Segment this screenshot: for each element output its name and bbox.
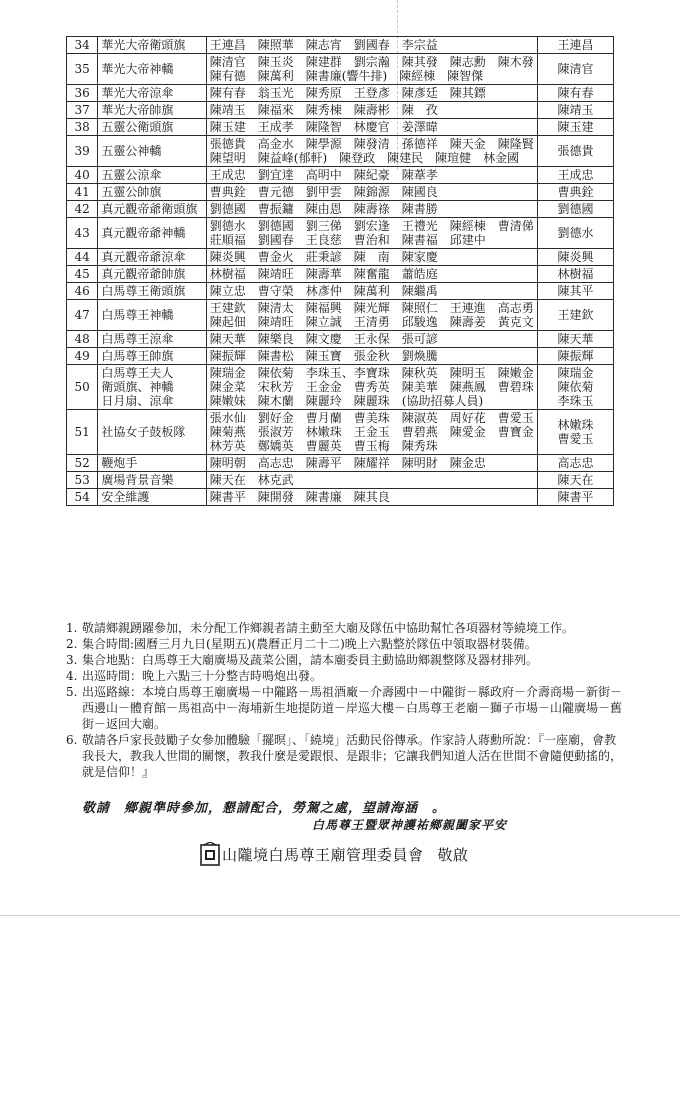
team-name-line: 五靈公神轎 — [101, 144, 162, 158]
roster-row — [67, 184, 614, 201]
roster-row — [67, 331, 614, 348]
members-line: 劉德國 曹振鏞 陳由恩 陳壽祿 陳書勝 — [209, 202, 438, 216]
row-number: 44 — [67, 249, 98, 266]
organization-name: 山隴境白馬尊王廟管理委員會 — [222, 846, 424, 864]
team-name — [98, 365, 206, 410]
team-name-line: 白馬尊王涼傘 — [101, 332, 174, 346]
leader-line: 陳清官 — [557, 62, 594, 76]
members — [206, 331, 537, 348]
leader-line: 陳有春 — [557, 86, 594, 100]
leader — [538, 489, 614, 506]
leader-line: 陳天在 — [557, 473, 594, 487]
team-name-line: 五靈公衛頭旗 — [101, 120, 174, 134]
leader-line: 陳其平 — [557, 284, 594, 298]
members-line: 張德貴 高金水 陳學源 陳發清 孫德祥 陳天金 陳隆賢 — [209, 137, 534, 151]
roster-row — [67, 218, 614, 249]
members-line: 陳天華 陳樂良 陳文慶 王永保 張可諺 — [209, 332, 438, 346]
row-number: 41 — [67, 184, 98, 201]
note-number: 4. — [66, 669, 78, 683]
note-number: 5. — [66, 685, 78, 699]
team-name — [98, 102, 206, 119]
members — [206, 102, 537, 119]
members-line: 陳有德 陳萬利 陳書廉(響牛排) 陳經棟 陳智傑 — [209, 69, 484, 83]
row-number: 53 — [67, 472, 98, 489]
roster-row — [67, 54, 614, 85]
team-name — [98, 472, 206, 489]
team-name — [98, 249, 206, 266]
leader — [538, 331, 614, 348]
leader-line: 李珠玉 — [557, 394, 594, 408]
leader-line: 曹典銓 — [557, 185, 594, 199]
note-item — [66, 652, 626, 668]
row-number: 46 — [67, 283, 98, 300]
closing-invitation: 敬請 鄉親準時參加，懇請配合，勞駕之處，望請海涵 。 — [82, 801, 447, 816]
team-name — [98, 410, 206, 455]
members-line: 劉德水 劉德國 劉三俤 劉宏逢 王禮光 陳經棟 曹清俤 — [209, 219, 534, 233]
row-number: 38 — [67, 119, 98, 136]
team-name-line: 真元觀帝爺神轎 — [101, 226, 186, 240]
members — [206, 472, 537, 489]
leader — [538, 348, 614, 365]
members-line: 陳靖玉 陳福來 陳秀棟 陳壽彬 陳 孜 — [209, 103, 438, 117]
row-number: 51 — [67, 410, 98, 455]
members-line: 張水仙 劉好金 曹月蘭 曹美珠 陳淑英 周好花 曹愛玉 — [209, 411, 534, 425]
leader-line: 張德貴 — [557, 144, 594, 158]
leader-line: 劉德國 — [557, 202, 594, 216]
note-text: 敬請鄉親踴躍參加，未分配工作鄉親者請主動至大廟及隊伍中協助幫忙各項器材等繞境工作。 — [82, 621, 575, 635]
team-name — [98, 348, 206, 365]
team-name-line: 五靈公涼傘 — [101, 168, 162, 182]
members — [206, 136, 537, 167]
note-item — [66, 732, 626, 780]
note-number: 3. — [66, 653, 78, 667]
leader-line: 王連昌 — [557, 38, 594, 52]
leader-line: 曹愛玉 — [557, 432, 594, 446]
closing-blessing: 白馬尊王暨眾神護祐鄉親闔家平安 — [312, 818, 508, 832]
leader-line: 陳天華 — [557, 332, 594, 346]
members — [206, 167, 537, 184]
roster-row — [67, 266, 614, 283]
leader — [538, 365, 614, 410]
members — [206, 184, 537, 201]
members-line: 陳嫩妹 陳木蘭 陳麗玲 陳麗珠 (協助招募人員) — [209, 394, 484, 408]
members-line: 陳炎興 曹金火 莊秉諺 陳 南 陳家慶 — [209, 250, 438, 264]
note-text: 集合地點：白馬尊王大廟廣場及蔬菜公園，請本廟委員主動協助鄉親整隊及器材排列。 — [82, 653, 539, 667]
notes-list — [66, 620, 626, 780]
row-number: 35 — [67, 54, 98, 85]
members — [206, 85, 537, 102]
leader — [538, 300, 614, 331]
members-line: 王建欽 陳清太 陳福興 陳光輝 陳照仁 王連進 高志勇 — [209, 301, 534, 315]
members — [206, 300, 537, 331]
members-line: 曹典銓 曹元德 劉甲雲 陳錦源 陳國良 — [209, 185, 438, 199]
team-name-line: 五靈公帥旗 — [101, 185, 162, 199]
team-name-line: 白馬尊王衛頭旗 — [101, 284, 186, 298]
team-name — [98, 201, 206, 218]
members-line: 陳菊燕 張淑芳 林嫩珠 王金玉 曹碧燕 陳愛金 曹寶金 — [209, 425, 534, 439]
leader — [538, 249, 614, 266]
leader — [538, 119, 614, 136]
leader — [538, 266, 614, 283]
members — [206, 54, 537, 85]
members-line: 林芳英 鄭嬌英 曹麗英 曹玉梅 陳秀珠 — [209, 439, 438, 453]
leader-line: 陳書平 — [557, 490, 594, 504]
members-line: 陳瑞金 陳依菊 李珠玉、李寶珠 陳秋英 陳明玉 陳嫩金 — [209, 366, 534, 380]
leader — [538, 283, 614, 300]
members-line: 陳明朝 高志忠 陳壽平 陳耀祥 陳明財 陳金忠 — [209, 456, 486, 470]
leader-line: 林樹福 — [557, 267, 594, 281]
team-name-line: 社協女子鼓板隊 — [101, 425, 186, 439]
note-text: 集合時間:國曆三月九日(星期五)(農曆正月二十二)晚上六點整於隊伍中領取器材裝備。 — [82, 637, 537, 651]
team-name — [98, 54, 206, 85]
row-number: 40 — [67, 167, 98, 184]
team-name-line: 華光大帝帥旗 — [101, 103, 174, 117]
row-number: 36 — [67, 85, 98, 102]
leader — [538, 455, 614, 472]
leader — [538, 184, 614, 201]
members — [206, 266, 537, 283]
leader-line: 王建欽 — [557, 308, 594, 322]
row-number: 47 — [67, 300, 98, 331]
row-number: 54 — [67, 489, 98, 506]
roster-row — [67, 283, 614, 300]
team-name-line: 真元觀帝爺帥旗 — [101, 267, 186, 281]
leader — [538, 410, 614, 455]
members-line: 陳金菜 宋秋芳 王金金 曹秀英 陳美華 陳燕鳳 曹碧珠 — [209, 380, 534, 394]
roster-row — [67, 348, 614, 365]
members — [206, 201, 537, 218]
leader-line: 劉德水 — [557, 226, 594, 240]
members — [206, 365, 537, 410]
note-number: 2. — [66, 637, 78, 651]
team-name — [98, 184, 206, 201]
temple-seal-icon — [200, 842, 220, 866]
leader-line: 林嫩珠 — [557, 418, 594, 432]
roster-row — [67, 472, 614, 489]
roster-body — [67, 37, 614, 506]
note-item — [66, 668, 626, 684]
members — [206, 348, 537, 365]
note-number: 1. — [66, 621, 78, 635]
members-line: 莊順福 劉國春 王良慈 曹治和 陳書福 邱建中 — [209, 233, 486, 247]
team-name — [98, 119, 206, 136]
roster-row — [67, 37, 614, 54]
roster-row — [67, 365, 614, 410]
leader-line: 陳炎興 — [557, 250, 594, 264]
roster-row — [67, 249, 614, 266]
members — [206, 119, 537, 136]
leader-line: 高志忠 — [557, 456, 594, 470]
members-line: 王成忠 劉宜達 高明中 陳紀豪 陳葦孝 — [209, 168, 438, 182]
row-number: 52 — [67, 455, 98, 472]
team-name-line: 鞭炮手 — [101, 456, 138, 470]
team-name-line: 日月扇、涼傘 — [101, 394, 174, 408]
members — [206, 37, 537, 54]
members-line: 陳起佃 陳靖旺 陳立誠 王清勇 邱駿逸 陳壽姜 黃克文 — [209, 315, 534, 329]
leader — [538, 37, 614, 54]
members-line: 陳有春 翁玉光 陳秀原 王登彥 陳彥廷 陳其鏢 — [209, 86, 486, 100]
roster-row — [67, 85, 614, 102]
roster-row — [67, 455, 614, 472]
team-name-line: 真元觀帝爺衛頭旗 — [101, 202, 198, 216]
leader — [538, 102, 614, 119]
row-number: 45 — [67, 266, 98, 283]
team-name-line: 白馬尊王神轎 — [101, 308, 174, 322]
team-name-line: 安全維護 — [101, 490, 150, 504]
team-name-line: 真元觀帝爺涼傘 — [101, 250, 186, 264]
leader — [538, 167, 614, 184]
leader-line: 陳依菊 — [557, 380, 594, 394]
roster-row — [67, 489, 614, 506]
roster-row — [67, 167, 614, 184]
roster-row — [67, 410, 614, 455]
team-name-line: 華光大帝衛頭旗 — [101, 38, 186, 52]
row-number: 37 — [67, 102, 98, 119]
members-line: 王連昌 陳照華 陳志宵 劉國春 李宗益 — [209, 38, 438, 52]
signature-word: 敬啟 — [437, 846, 469, 864]
members — [206, 410, 537, 455]
team-name — [98, 37, 206, 54]
members-line: 陳天在 林克武 — [209, 473, 294, 487]
team-name — [98, 167, 206, 184]
team-name — [98, 85, 206, 102]
members — [206, 249, 537, 266]
row-number: 34 — [67, 37, 98, 54]
leader-line: 陳玉建 — [557, 120, 594, 134]
members-line: 陳立忠 曹守榮 林彥仲 陳萬利 陳繼禹 — [209, 284, 438, 298]
members — [206, 218, 537, 249]
roster-table — [66, 36, 614, 506]
roster-row — [67, 119, 614, 136]
members-line: 陳玉建 王成孝 陳隆智 林慶官 姜澤暐 — [209, 120, 438, 134]
row-number: 42 — [67, 201, 98, 218]
leader — [538, 201, 614, 218]
team-name — [98, 136, 206, 167]
members — [206, 489, 537, 506]
organization-signature — [222, 844, 469, 865]
members-line: 陳望明 陳益峰(郁軒) 陳登政 陳建民 陳瑄健 林金國 — [209, 151, 520, 165]
team-name — [98, 331, 206, 348]
leader-line: 陳靖玉 — [557, 103, 594, 117]
row-number: 48 — [67, 331, 98, 348]
team-name — [98, 300, 206, 331]
roster-row — [67, 201, 614, 218]
team-name-line: 廣場背景音樂 — [101, 473, 174, 487]
roster-row — [67, 136, 614, 167]
members-line: 陳清官 陳玉炎 陳建群 劉宗瀚 陳其發 陳志勳 陳木發 — [209, 55, 534, 69]
team-name — [98, 455, 206, 472]
leader — [538, 85, 614, 102]
members-line: 林樹福 陳靖旺 陳壽華 陳奮龍 蕭皓庭 — [209, 267, 438, 281]
team-name-line: 衛頭旗、神轎 — [101, 380, 174, 394]
members — [206, 455, 537, 472]
team-name — [98, 489, 206, 506]
team-name-line: 白馬尊王夫人 — [101, 366, 174, 380]
note-text: 敬請各戶家長鼓勵子女參加體驗「擺暝」、「繞境」活動民俗傳承。作家詩人蔣勳所說：『一座廟，會教我長大，教我人世間的關懷，教我什麼是愛跟恨、是跟非；它讓我們知道人活在世間不會隨便動搖的，就是信仰！』 — [82, 733, 623, 779]
team-name — [98, 283, 206, 300]
leader — [538, 472, 614, 489]
note-item — [66, 684, 626, 732]
row-number: 50 — [67, 365, 98, 410]
members — [206, 283, 537, 300]
team-name — [98, 266, 206, 283]
leader-line: 陳振輝 — [557, 349, 594, 363]
leader-line: 王成忠 — [557, 168, 594, 182]
note-text: 出巡路線：本境白馬尊王廟廣場－中隴路－馬祖酒廠－介壽國中－中隴街－縣政府－介壽商場－新街－西邊山－體育館－馬祖高中－海埔新生地提防道－岸巡大樓－白馬尊王老廟－獅子市場－山隴廣場－舊街－返回大廟。 — [82, 685, 623, 731]
team-name-line: 白馬尊王帥旗 — [101, 349, 174, 363]
note-item — [66, 636, 626, 652]
row-number: 43 — [67, 218, 98, 249]
note-number: 6. — [66, 733, 78, 747]
team-name — [98, 218, 206, 249]
team-name-line: 華光大帝涼傘 — [101, 86, 174, 100]
roster-row — [67, 102, 614, 119]
team-name-line: 華光大帝神轎 — [101, 62, 174, 76]
leader — [538, 136, 614, 167]
note-text: 出巡時間：晚上六點三十分整吉時鳴炮出發。 — [82, 669, 323, 683]
members-line: 陳振輝 陳書松 陳玉寶 張金秋 劉煥騰 — [209, 349, 438, 363]
members-line: 陳書平 陳開發 陳書廉 陳其良 — [209, 490, 390, 504]
note-item — [66, 620, 626, 636]
row-number: 49 — [67, 348, 98, 365]
leader — [538, 218, 614, 249]
row-number: 39 — [67, 136, 98, 167]
leader-line: 陳瑞金 — [557, 366, 594, 380]
leader — [538, 54, 614, 85]
roster-row — [67, 300, 614, 331]
